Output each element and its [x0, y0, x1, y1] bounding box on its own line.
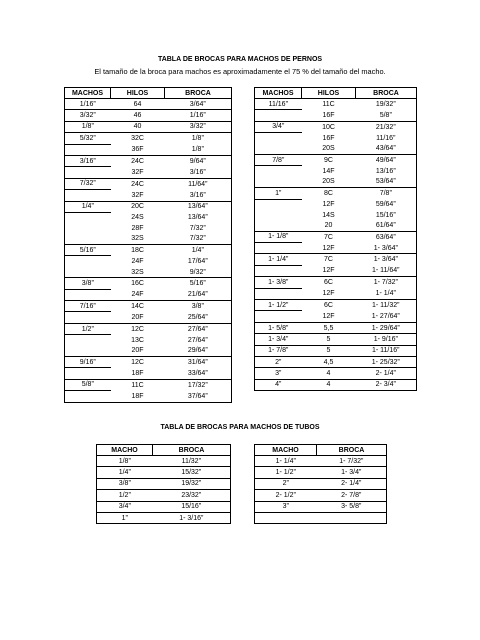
- table-row: [255, 277, 417, 288]
- col-header-macho: MACHO: [255, 445, 317, 456]
- table-row: [65, 110, 232, 121]
- table-cell: 5,5: [302, 322, 356, 333]
- col-header-macho: MACHO: [97, 445, 153, 456]
- table-cell: [65, 223, 111, 233]
- table-cell: [65, 234, 111, 245]
- table-cell: 3- 5/8”: [317, 501, 387, 512]
- table-row: [255, 490, 387, 501]
- table-cell: 3”: [255, 368, 302, 379]
- table-cell: 1”: [255, 188, 302, 199]
- table-cell: 1”: [97, 512, 153, 523]
- table-cell: 64: [111, 99, 165, 110]
- table-row: [255, 322, 417, 333]
- table-row: [255, 368, 417, 379]
- table-cell: 4”: [255, 379, 302, 390]
- table-row: [255, 210, 417, 220]
- table-cell: 6C: [302, 277, 356, 288]
- tubos-table-left: [96, 444, 231, 524]
- table-cell: 1/2”: [65, 323, 111, 334]
- table-cell: 11/64”: [165, 178, 232, 189]
- table-cell: 11C: [302, 99, 356, 110]
- pernos-subtitle: El tamaño de la broca para machos es aproximadamente el 75 % del tamaño del macho.: [94, 67, 386, 76]
- table-cell: [255, 177, 302, 188]
- table-cell: 7/32”: [65, 178, 111, 189]
- table-row: [255, 254, 417, 265]
- table-cell: 2- 1/2”: [255, 490, 317, 501]
- table-cell: 5: [302, 345, 356, 356]
- table-cell: 27/64”: [165, 335, 232, 346]
- col-header-hilos: HILOS: [111, 88, 165, 99]
- table-cell: 1- 1/4”: [255, 254, 302, 265]
- col-header-broca: BROCA: [356, 88, 417, 99]
- table-cell: 32F: [131, 191, 144, 199]
- table-cell: 17/64”: [165, 256, 232, 267]
- col-header-machos: MACHOS: [65, 88, 111, 99]
- table-cell: 3/8”: [65, 278, 111, 289]
- table-row: [255, 231, 417, 242]
- table-cell: 11/16”: [255, 99, 302, 110]
- table-row: [255, 199, 417, 210]
- table-row: [65, 323, 232, 334]
- table-cell: 13C: [131, 336, 144, 344]
- col-header-broca: BROCA: [153, 445, 231, 456]
- table-row: [65, 234, 232, 245]
- table-row: [65, 212, 232, 223]
- table-cell: 10C: [302, 121, 356, 132]
- table-cell: 1/2”: [97, 490, 153, 501]
- table-row: [65, 223, 232, 233]
- pernos-table-left: [64, 87, 232, 403]
- table-cell: 32F: [131, 168, 144, 176]
- table-cell: 24F: [131, 257, 144, 265]
- table-cell: 3/16”: [165, 190, 232, 201]
- table-cell: 1- 27/64”: [356, 311, 417, 322]
- table-cell: 36F: [131, 146, 144, 153]
- table-row: [65, 289, 232, 300]
- table-cell: 3/64”: [165, 99, 232, 110]
- table-cell: 21/32”: [356, 121, 417, 132]
- table-row: [65, 167, 232, 178]
- table-cell: 12F: [322, 290, 335, 298]
- pernos-table-right: [254, 87, 417, 391]
- table-cell: 1- 11/16”: [356, 345, 417, 356]
- table-cell: 5/16”: [165, 278, 232, 289]
- table-cell: [255, 166, 302, 177]
- table-cell: 7/16”: [65, 301, 111, 312]
- table-cell: 1/8”: [165, 133, 232, 144]
- table-cell: 31/64”: [165, 356, 232, 367]
- table-row: [97, 478, 231, 489]
- table-cell: 15/16”: [356, 210, 417, 220]
- table-cell: [255, 288, 302, 299]
- table-cell: 20S: [322, 178, 335, 186]
- tubos-title: TABLA DE BROCAS PARA MACHOS DE TUBOS: [160, 424, 320, 431]
- table-cell: 6C: [302, 300, 356, 311]
- table-row: [255, 265, 417, 276]
- table-row: [65, 391, 232, 402]
- table-cell: 2”: [255, 478, 317, 489]
- table-row: [65, 278, 232, 289]
- table-cell: 4: [302, 368, 356, 379]
- table-cell: [65, 190, 111, 201]
- table-row: [97, 456, 231, 467]
- col-header-hilos: HILOS: [302, 88, 356, 99]
- table-cell: 40: [111, 121, 165, 132]
- table-row: [65, 144, 232, 155]
- table-row: [255, 188, 417, 199]
- table-cell: 24F: [131, 291, 144, 299]
- table-cell: 1- 7/32”: [317, 456, 387, 467]
- table-cell: [65, 346, 111, 357]
- table-cell: 12C: [111, 323, 165, 334]
- table-cell: 2- 1/4”: [356, 368, 417, 379]
- table-cell: 32S: [131, 235, 144, 243]
- table-cell: 3”: [255, 501, 317, 512]
- table-cell: 27/64”: [165, 323, 232, 334]
- table-cell: 24C: [111, 178, 165, 189]
- table-row: [65, 379, 232, 390]
- table-cell: 3/32”: [65, 110, 111, 121]
- table-cell: 46: [111, 110, 165, 121]
- table-row: [97, 467, 231, 478]
- table-cell: [255, 210, 302, 220]
- table-cell: 3/8”: [97, 478, 153, 489]
- table-cell: 13/16”: [356, 166, 417, 177]
- table-cell: 28F: [131, 224, 144, 232]
- table-cell: 1/16”: [165, 110, 232, 121]
- table-cell: 1/8”: [165, 144, 232, 155]
- table-row: [65, 133, 232, 144]
- table-row: [255, 133, 417, 144]
- table-cell: 20F: [131, 313, 144, 321]
- table-row: [255, 121, 417, 132]
- table-cell: 1- 1/2”: [255, 300, 302, 311]
- table-row: [255, 379, 417, 390]
- table-cell: 1- 7/32”: [356, 277, 417, 288]
- table-row: [65, 356, 232, 367]
- table-cell: 1- 9/16”: [356, 334, 417, 345]
- table-cell: [255, 265, 302, 276]
- table-cell: 12F: [322, 312, 335, 320]
- table-cell: 5/8”: [356, 110, 417, 121]
- table-cell: 14F: [322, 167, 335, 175]
- pernos-title: TABLA DE BROCAS PARA MACHOS DE PERNOS: [157, 56, 323, 63]
- table-cell: 1- 3/64”: [356, 243, 417, 254]
- table-row: [255, 220, 417, 231]
- table-cell: 24S: [131, 214, 144, 222]
- table-cell: [255, 311, 302, 322]
- table-cell: 12F: [322, 200, 335, 208]
- table-cell: 1- 7/8”: [255, 345, 302, 356]
- table-cell: 1- 1/4”: [356, 288, 417, 299]
- table-cell: 1/16”: [65, 99, 111, 110]
- table-cell: 9/32”: [165, 267, 232, 278]
- table-cell: 15/32”: [153, 467, 231, 478]
- table-row: [65, 245, 232, 256]
- table-cell: 49/64”: [356, 154, 417, 165]
- table-cell: 19/32”: [153, 478, 231, 489]
- table-cell: 13/64”: [165, 201, 232, 212]
- table-cell: 20F: [131, 347, 144, 355]
- table-row: [255, 456, 387, 467]
- col-header-machos: MACHOS: [255, 88, 302, 99]
- table-row: [65, 368, 232, 379]
- tubos-table-right: [254, 444, 387, 524]
- table-cell: 20C: [111, 201, 165, 212]
- table-row: [255, 166, 417, 177]
- table-cell: 2- 1/4”: [317, 478, 387, 489]
- table-cell: 1- 3/8”: [255, 277, 302, 288]
- table-cell: 18F: [131, 369, 144, 377]
- table-cell: 20: [324, 221, 333, 229]
- table-cell: 8C: [302, 188, 356, 199]
- table-row: [255, 154, 417, 165]
- col-header-broca: BROCA: [317, 445, 387, 456]
- table-cell: 1- 1/4”: [255, 456, 317, 467]
- table-cell: [65, 267, 111, 278]
- table-row: [97, 490, 231, 501]
- table-cell: 1- 3/64”: [356, 254, 417, 265]
- table-cell: 12C: [111, 356, 165, 367]
- table-cell: 1/4”: [97, 467, 153, 478]
- table-cell: 3/8”: [165, 301, 232, 312]
- table-cell: 11/16”: [356, 133, 417, 144]
- table-row: [97, 512, 231, 523]
- table-cell: 11C: [111, 379, 165, 390]
- table-cell: 1/8”: [65, 121, 111, 132]
- table-row: [65, 121, 232, 132]
- table-cell: 1- 11/32”: [356, 300, 417, 311]
- table-cell: 7/8”: [255, 154, 302, 165]
- table-cell: 53/64”: [356, 177, 417, 188]
- table-cell: [65, 212, 111, 223]
- table-cell: 15/16”: [153, 501, 231, 512]
- table-cell: [255, 110, 302, 121]
- table-cell: 20S: [322, 145, 335, 153]
- table-cell: [65, 335, 111, 346]
- table-cell: 23/32”: [153, 490, 231, 501]
- table-cell: 14S: [322, 211, 335, 219]
- table-cell: [65, 256, 111, 267]
- table-row: [65, 190, 232, 201]
- table-row: [65, 256, 232, 267]
- table-row: [255, 467, 387, 478]
- table-row: [65, 335, 232, 346]
- table-cell: 1- 3/4”: [255, 334, 302, 345]
- table-cell: 2- 3/4”: [356, 379, 417, 390]
- table-cell: [255, 199, 302, 210]
- table-row: [255, 144, 417, 155]
- table-row: [255, 243, 417, 254]
- table-cell: 1- 1/2”: [255, 467, 317, 478]
- table-cell: 18F: [111, 391, 165, 402]
- table-cell: 3/16”: [165, 167, 232, 178]
- table-cell: [255, 220, 302, 231]
- table-cell: 3/4”: [97, 501, 153, 512]
- table-row: [255, 177, 417, 188]
- table-cell: 63/64”: [356, 231, 417, 242]
- table-cell: 1- 5/8”: [255, 322, 302, 333]
- table-row: [255, 478, 387, 489]
- table-cell: 4,5: [302, 356, 356, 367]
- table-cell: 7/8”: [356, 188, 417, 199]
- table-cell: 3/32”: [165, 121, 232, 132]
- table-cell: 16C: [111, 278, 165, 289]
- table-cell: 13/64”: [165, 212, 232, 223]
- table-cell: 7C: [302, 254, 356, 265]
- table-cell: 14C: [111, 301, 165, 312]
- col-header-broca: BROCA: [165, 88, 232, 99]
- table-row: [65, 312, 232, 323]
- table-cell: [255, 133, 302, 144]
- table-row: [255, 99, 417, 110]
- table-cell: [65, 368, 111, 379]
- table-cell: 33/64”: [165, 368, 232, 379]
- table-cell: 9/16”: [65, 356, 111, 367]
- table-cell: 5/8”: [65, 379, 111, 390]
- table-row: [255, 501, 387, 512]
- table-cell: 2- 7/8”: [317, 490, 387, 501]
- table-cell: 7/32”: [165, 223, 232, 233]
- table-cell: 43/64”: [356, 144, 417, 155]
- table-cell: 2”: [255, 356, 302, 367]
- table-cell: 1- 3/4”: [317, 467, 387, 478]
- table-cell: 11/32”: [153, 456, 231, 467]
- table-cell: [65, 312, 111, 323]
- table-cell: 32S: [131, 268, 144, 276]
- table-cell: [65, 391, 111, 402]
- table-cell: [255, 144, 302, 155]
- table-cell: 5: [302, 334, 356, 345]
- table-cell: 5/16”: [65, 245, 111, 256]
- table-cell: 18C: [111, 245, 165, 256]
- table-row: [255, 288, 417, 299]
- table-row: [255, 300, 417, 311]
- table-row: [255, 512, 387, 523]
- table-cell: 29/64”: [165, 346, 232, 357]
- table-cell: [317, 512, 387, 523]
- table-row: [65, 267, 232, 278]
- table-cell: 1- 11/64”: [356, 265, 417, 276]
- table-cell: 9C: [302, 154, 356, 165]
- table-row: [255, 345, 417, 356]
- table-cell: 24C: [111, 155, 165, 166]
- table-cell: 1- 1/8”: [255, 231, 302, 242]
- table-cell: [255, 243, 302, 254]
- table-cell: 21/64”: [165, 289, 232, 300]
- table-cell: 1- 3/16”: [153, 512, 231, 523]
- table-cell: 12F: [322, 267, 335, 275]
- table-cell: 3/4”: [255, 121, 302, 132]
- table-cell: 7C: [302, 231, 356, 242]
- table-cell: 3/16”: [65, 155, 111, 166]
- table-row: [255, 110, 417, 121]
- table-cell: 32C: [111, 133, 165, 144]
- table-row: [97, 501, 231, 512]
- table-row: [255, 356, 417, 367]
- table-cell: 1/4”: [65, 201, 111, 212]
- table-cell: 1/4”: [165, 245, 232, 256]
- table-cell: 7/32”: [165, 234, 232, 245]
- table-cell: 59/64”: [356, 199, 417, 210]
- table-row: [65, 301, 232, 312]
- table-cell: [255, 512, 317, 523]
- table-cell: 1/8”: [97, 456, 153, 467]
- table-cell: 61/64”: [356, 220, 417, 231]
- table-row: [65, 99, 232, 110]
- table-cell: 37/64”: [165, 391, 232, 402]
- table-cell: 12F: [322, 244, 335, 252]
- table-row: [65, 346, 232, 357]
- table-cell: [65, 289, 111, 300]
- table-row: [255, 311, 417, 322]
- table-cell: 5/32”: [65, 133, 111, 144]
- table-row: [65, 155, 232, 166]
- table-row: [65, 178, 232, 189]
- table-cell: 16F: [322, 111, 335, 119]
- table-cell: 25/64”: [165, 312, 232, 323]
- table-cell: 9/64”: [165, 155, 232, 166]
- table-cell: 1- 29/64”: [356, 322, 417, 333]
- table-cell: 4: [302, 379, 356, 390]
- table-row: [255, 334, 417, 345]
- table-cell: 16F: [322, 134, 335, 142]
- table-cell: [65, 167, 111, 178]
- table-cell: 19/32”: [356, 99, 417, 110]
- table-cell: 17/32”: [165, 379, 232, 390]
- table-cell: [65, 144, 111, 155]
- table-row: [65, 201, 232, 212]
- table-cell: 1- 25/32”: [356, 356, 417, 367]
